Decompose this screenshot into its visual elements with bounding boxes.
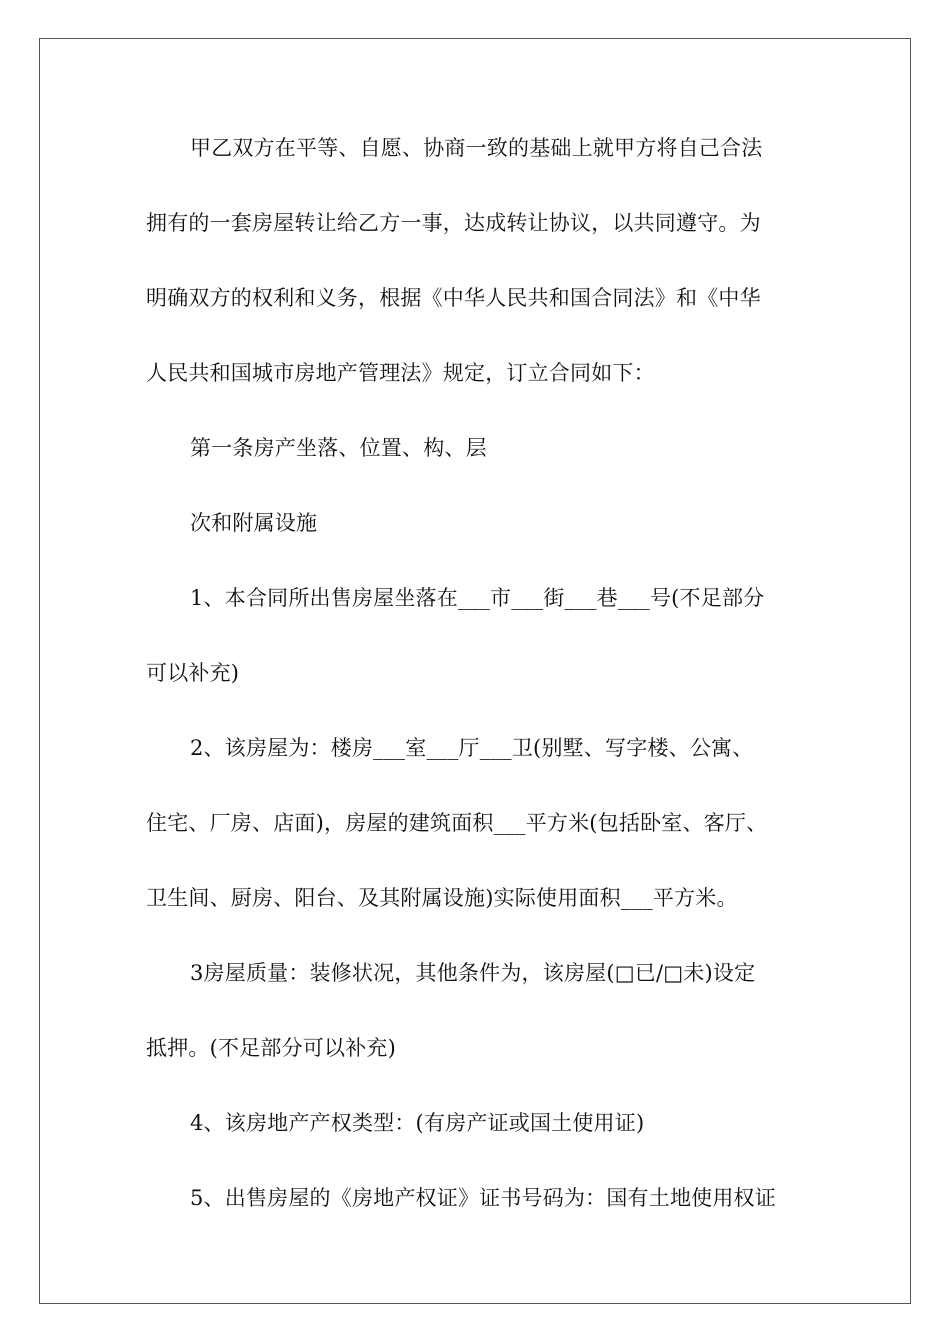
clause-line: 3房屋质量：装修状况，其他条件为，该房屋(□已/□未)设定 [190,961,756,985]
article-heading-line: 次和附属设施 [190,511,318,535]
clause-line: 可以补充) [146,661,240,685]
paragraph-line: 明确双方的权利和义务，根据《中华人民共和国合同法》和《中华 [146,286,761,310]
article-heading-line: 第一条房产坐落、位置、构、层 [190,436,487,460]
clause-line: 1、本合同所出售房屋坐落在___市___街___巷___号(不足部分 [190,586,765,610]
clause-line: 2、该房屋为：楼房___室___厅___卫(别墅、写字楼、公寓、 [190,736,754,760]
clause-line: 住宅、厂房、店面)，房屋的建筑面积___平方米(包括卧室、客厅、 [146,811,768,835]
clause-line: 5、出售房屋的《房地产权证》证书号码为：国有土地使用权证 [190,1186,776,1210]
clause-line: 4、该房地产产权类型：(有房产证或国土使用证) [190,1111,645,1135]
paragraph-line: 甲乙双方在平等、自愿、协商一致的基础上就甲方将自己合法 [190,136,763,160]
paragraph-line: 拥有的一套房屋转让给乙方一事，达成转让协议，以共同遵守。为 [146,211,761,235]
clause-line: 卫生间、厨房、阳台、及其附属设施)实际使用面积___平方米。 [146,886,738,910]
clause-line: 抵押。(不足部分可以补充) [146,1036,396,1060]
paragraph-line: 人民共和国城市房地产管理法》规定，订立合同如下： [146,361,655,385]
